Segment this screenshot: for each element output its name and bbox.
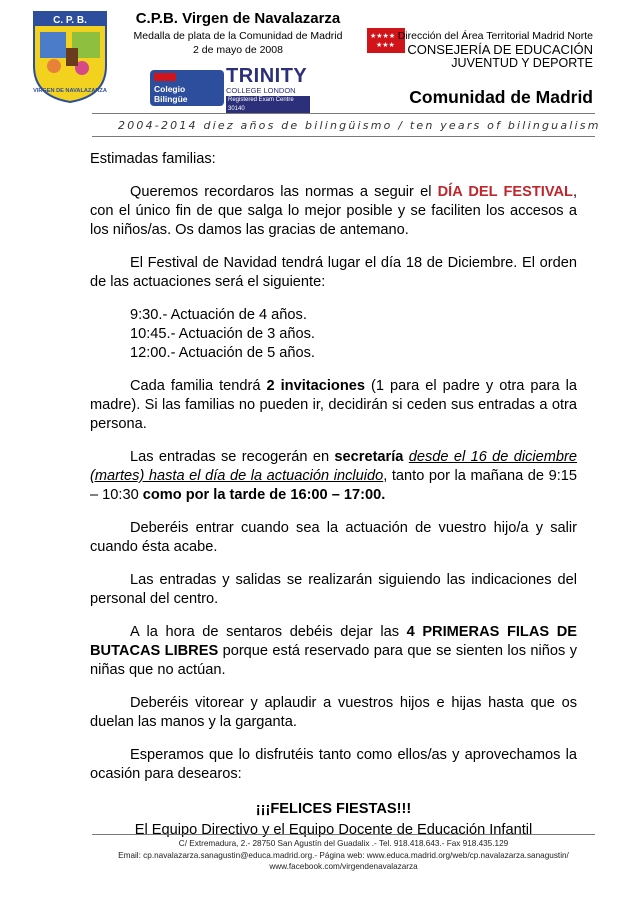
footer-divider (92, 834, 595, 835)
school-shield-logo (30, 8, 110, 104)
svg-text:★★★: ★★★ (376, 41, 395, 49)
letter-body (90, 150, 577, 840)
footer-facebook: www.facebook.com/virgendenavalazarza (269, 862, 418, 871)
paragraph-8: Deberéis vitorear y aplaudir a vuestros hijos e hijas hasta que os duelan las manos y la garganta. (90, 695, 577, 730)
signature: El Equipo Directivo y el Equipo Docente de Educación Infantil (134, 822, 533, 838)
paragraph-5: Deberéis entrar cuando sea la actuación de vuestro hijo/a y salir cuando ésta acabe. (90, 520, 577, 555)
paragraph-4: Las entradas se recogerán en secretaría desde el 16 de diciembre (martes) hasta el día de la actuación incluido, tanto por la mañana de 9:15 – 10:30 como por la tarde de 16:00 – 17:00. (90, 449, 578, 503)
juventud-deporte: JUVENTUD Y DEPORTE (451, 56, 593, 70)
header-divider-bottom (92, 136, 595, 137)
bilingue-label: Colegio Bilingüe (154, 84, 188, 104)
svg-text:★★★★: ★★★★ (370, 32, 396, 40)
bilingue-logo (150, 70, 224, 106)
trinity-reg: Registered Exam Centre 30140 (226, 96, 310, 114)
paragraph-2: El Festival de Navidad tendrá lugar el día 18 de Diciembre. El orden de las actuaciones será el siguiente: (90, 255, 577, 290)
trinity-logo (226, 65, 310, 112)
greeting: Estimadas familias: (90, 151, 216, 167)
footer-email: Email: cp.navalazarza.sanagustin@educa.madrid.org.- Página web: www.educa.madrid.org/web/cp.navalazarza.sanagustin/ (118, 851, 569, 860)
paragraph-6: Las entradas y salidas se realizarán siguiendo las indicaciones del personal del centro. (90, 572, 577, 607)
festival-highlight: DÍA DEL FESTIVAL (437, 184, 573, 200)
paragraph-3: Cada familia tendrá 2 invitaciones (1 para el padre y otra para la madre). Si las familias no pueden ir, decidirán si ceden sus entradas a otra persona. (90, 378, 577, 432)
header-divider-top (92, 113, 595, 114)
trinity-title: TRINITY (226, 65, 308, 87)
schedule-item: 12:00.- Actuación de 5 años. (130, 345, 315, 361)
schedule-list (130, 306, 577, 363)
closing-wish: ¡¡¡FELICES FIESTAS!!! (255, 801, 412, 817)
paragraph-1: Queremos recordaros las normas a seguir el DÍA DEL FESTIVAL, con el único fin de que salga lo mejor posible y se faciliten los accesos a los niños/as. Os damos las gracias de antemano. (90, 184, 577, 238)
medal-line: Medalla de plata de la Comunidad de Madrid (133, 30, 343, 42)
shield-arc-text: VIRGEN DE NAVALAZARZA (33, 88, 107, 94)
anniversary-banner: 2004-2014 diez años de bilingüismo / ten years of bilingualism (118, 119, 601, 132)
trinity-subtitle: COLLEGE LONDON (226, 86, 296, 95)
paragraph-7: A la hora de sentaros debéis dejar las 4 PRIMERAS FILAS DE BUTACAS LIBRES porque está reservado para que se sienten los niños y niñas que no actúan. (90, 624, 577, 678)
medal-date: 2 de mayo de 2008 (193, 44, 283, 56)
consejeria: CONSEJERÍA DE EDUCACIÓN (407, 42, 593, 57)
shield-text: C. P. B. (53, 15, 87, 26)
footer-address: C/ Extremadura, 2.- 28750 San Agustín del Guadalix .- Tel. 918.418.643.- Fax 918.435.129 (178, 839, 509, 848)
comunidad-madrid: Comunidad de Madrid (409, 87, 593, 107)
school-name: C.P.B. Virgen de Navalazarza (135, 10, 341, 27)
schedule-item: 10:45.- Actuación de 3 años. (130, 326, 315, 342)
direccion-area: Dirección del Área Territorial Madrid Norte (397, 30, 593, 42)
paragraph-9: Esperamos que lo disfrutéis tanto como ellos/as y aprovechamos la ocasión para desearos: (90, 747, 577, 782)
schedule-item: 9:30.- Actuación de 4 años. (130, 307, 307, 323)
